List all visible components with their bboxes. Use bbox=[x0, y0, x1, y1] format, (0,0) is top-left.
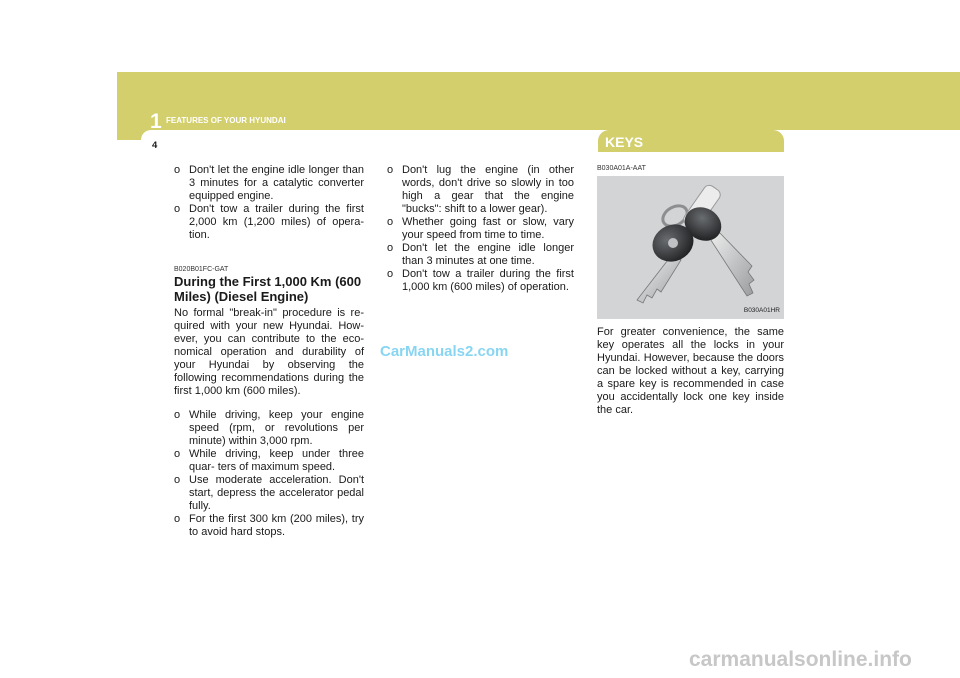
page-number: 4 bbox=[152, 140, 158, 151]
list-item: o Don't let the engine idle longer than 3 minutes for a catalytic converter equipped engine. bbox=[174, 164, 364, 202]
chapter-title: FEATURES OF YOUR HYUNDAI bbox=[166, 116, 286, 125]
bullet-list-top bbox=[174, 164, 364, 242]
bullet-list-bottom bbox=[174, 409, 364, 539]
list-item: o Don't lug the engine (in other words, don't drive so slowly in too high a gear that the engine "bucks": shift to a lower gear). bbox=[387, 164, 574, 215]
footer-logo: carmanualsonline.info bbox=[689, 648, 912, 671]
photo-code: B030A01HR bbox=[743, 307, 780, 314]
list-item: o Don't let the engine idle longer than 3 minutes at one time. bbox=[387, 242, 574, 267]
list-item: o Don't tow a trailer during the first 1,000 km (600 miles) of operation. bbox=[387, 268, 574, 293]
header-band-cutout bbox=[141, 130, 960, 140]
list-item: o Use moderate acceleration. Don't start, depress the accelerator pedal fully. bbox=[174, 474, 364, 512]
column-1 bbox=[174, 164, 364, 539]
section-code: B030A01A-AAT bbox=[597, 165, 646, 172]
column-3 bbox=[597, 164, 784, 417]
section-heading: During the First 1,000 Km (600 Miles) (Diesel Engine) bbox=[174, 274, 362, 304]
list-item: o Don't tow a trailer during the first 2,000 km (1,200 miles) of opera- tion. bbox=[174, 203, 364, 241]
key-illustration bbox=[597, 176, 784, 319]
list-item: o While driving, keep under three quar- ters of maximum speed. bbox=[174, 448, 364, 473]
header-band bbox=[117, 72, 960, 140]
key-photo bbox=[597, 176, 784, 319]
section-paragraph: No formal "break-in" procedure is re- quired with your new Hyundai. How- ever, you can contribute to the eco- nomical operation and durability of your Hyundai by observing the following recommendations during the first 1,000 km (600 miles). bbox=[174, 307, 364, 397]
section-tab-title: KEYS bbox=[605, 134, 644, 150]
section-code: B020B01FC-GAT bbox=[174, 266, 229, 273]
list-item: o While driving, keep your engine speed (rpm, or revolutions per minute) within 3,000 rpm. bbox=[174, 409, 364, 447]
keys-paragraph: For greater convenience, the same key operates all the locks in your Hyundai. However, because the doors can be locked without a key, carrying a spare key is recommended in case you accidentally lock one key inside the car. bbox=[597, 326, 784, 416]
chapter-number: 1 bbox=[150, 110, 162, 133]
watermark: CarManuals2.com bbox=[380, 343, 509, 360]
list-item: o Whether going fast or slow, vary your speed from time to time. bbox=[387, 216, 574, 241]
list-item: o For the first 300 km (200 miles), try to avoid hard stops. bbox=[174, 513, 364, 538]
bullet-list bbox=[387, 164, 574, 294]
column-2 bbox=[387, 164, 574, 294]
